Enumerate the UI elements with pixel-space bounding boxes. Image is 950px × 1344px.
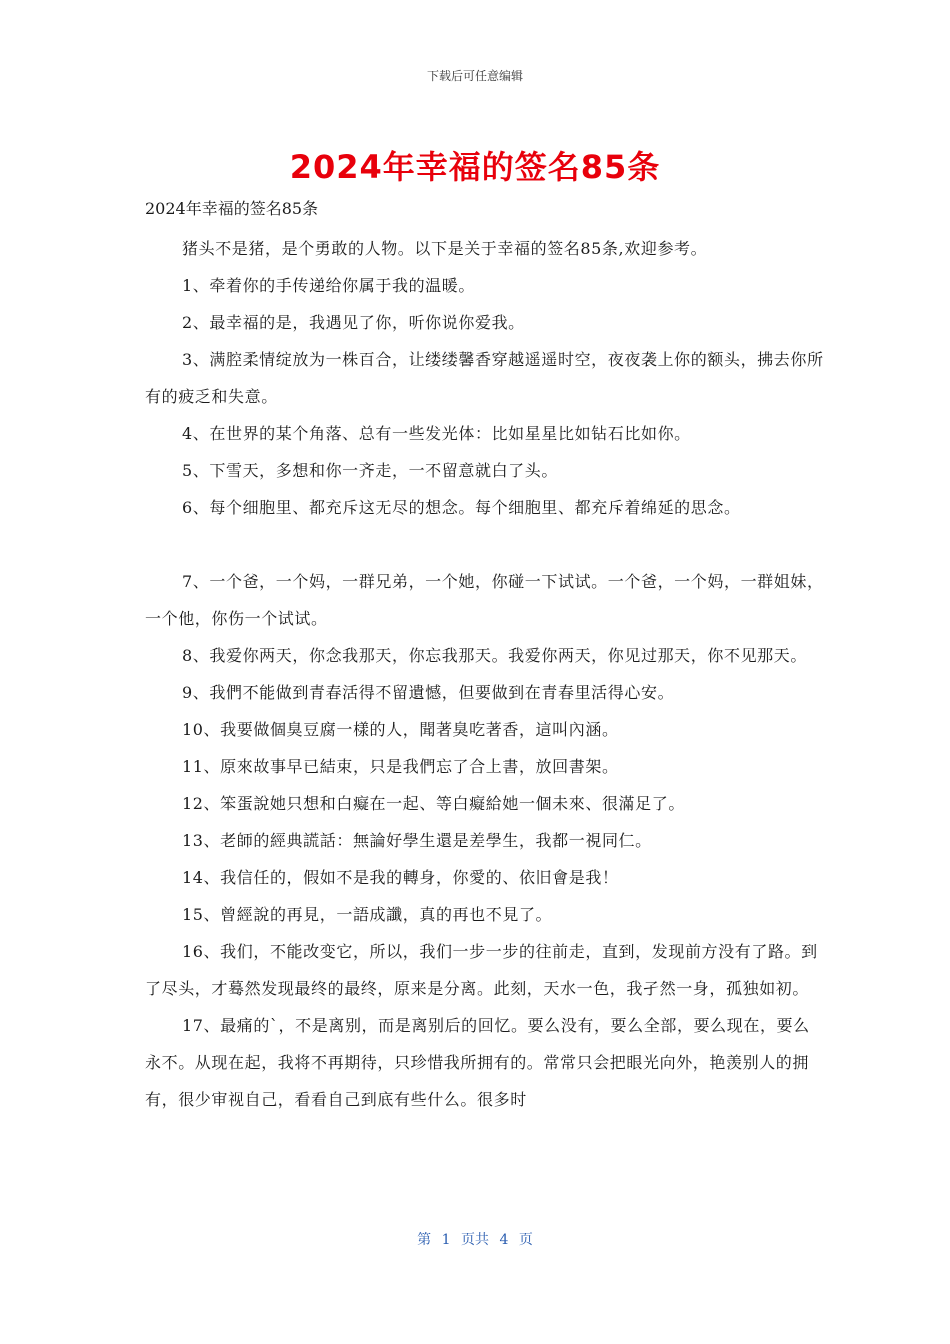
page-label-middle: 页共 bbox=[461, 1232, 489, 1248]
paragraph-spacer bbox=[145, 526, 825, 563]
document-title: 2024年幸福的签名85条 bbox=[289, 148, 661, 186]
signature-item: 12、笨蛋說她只想和白癡在一起、等白癡給她一個未來、很滿足了。 bbox=[182, 794, 685, 813]
current-page-number: 1 bbox=[441, 1232, 451, 1248]
signature-item: 16、我们，不能改变它，所以，我们一步一步的往前走，直到，发现前方没有了路。到了尽头，才蓦然发现最终的最终，原来是分离。此刻，天水一色，我孑然一身，孤独如初。 bbox=[145, 942, 818, 998]
signature-item: 14、我信任的，假如不是我的轉身，你愛的、依旧會是我！ bbox=[182, 868, 619, 887]
signature-item: 8、我爱你两天，你念我那天，你忘我那天。我爱你两天，你见过那天，你不见那天。 bbox=[182, 646, 807, 665]
signature-item: 2、最幸福的是，我遇见了你，听你说你爱我。 bbox=[182, 313, 525, 332]
signature-item: 5、下雪天，多想和你一齐走，一不留意就白了头。 bbox=[182, 461, 558, 480]
document-body bbox=[145, 230, 825, 1118]
signature-item: 1、牵着你的手传递给你属于我的温暖。 bbox=[182, 276, 475, 295]
page-label-prefix: 第 bbox=[417, 1232, 432, 1248]
intro-paragraph: 猪头不是猪，是个勇敢的人物。以下是关于幸福的签名85条,欢迎参考。 bbox=[182, 239, 708, 258]
signature-item: 10、我要做個臭豆腐一樣的人，聞著臭吃著香，這叫內涵。 bbox=[182, 720, 619, 739]
page-label-suffix: 页 bbox=[518, 1232, 533, 1248]
document-subtitle: 2024年幸福的签名85条 bbox=[145, 199, 319, 218]
signature-item: 11、原來故事早已結束，只是我們忘了合上書，放回書架。 bbox=[182, 757, 619, 776]
header-note: 下载后可任意编辑 bbox=[426, 69, 523, 83]
signature-item: 15、曾經說的再見，一語成讖，真的再也不見了。 bbox=[182, 905, 553, 924]
signature-item: 9、我們不能做到青春活得不留遺憾，但要做到在青春里活得心安。 bbox=[182, 683, 675, 702]
signature-item: 3、满腔柔情绽放为一株百合，让缕缕馨香穿越遥遥时空，夜夜袭上你的额头，拂去你所有的疲乏和失意。 bbox=[145, 350, 824, 406]
signature-item: 17、最痛的`，不是离别，而是离别后的回忆。要么没有，要么全部，要么现在，要么永不。从现在起，我将不再期待，只珍惜我所拥有的。常常只会把眼光向外，艳羡别人的拥有，很少审视自己，看看自己到底有些什么。很多时 bbox=[145, 1016, 810, 1109]
signature-item: 7、一个爸，一个妈，一群兄弟，一个她，你碰一下试试。一个爸，一个妈，一群姐妹，一个他，你伤一个试试。 bbox=[145, 572, 824, 628]
page-footer bbox=[0, 1229, 950, 1249]
total-pages-number: 4 bbox=[499, 1232, 509, 1248]
signature-item: 6、每个细胞里、都充斥这无尽的想念。每个细胞里、都充斥着绵延的思念。 bbox=[182, 498, 741, 517]
signature-item: 13、老師的經典謊話：無論好學生還是差學生，我都一視同仁。 bbox=[182, 831, 652, 850]
signature-item: 4、在世界的某个角落、总有一些发光体：比如星星比如钻石比如你。 bbox=[182, 424, 691, 443]
